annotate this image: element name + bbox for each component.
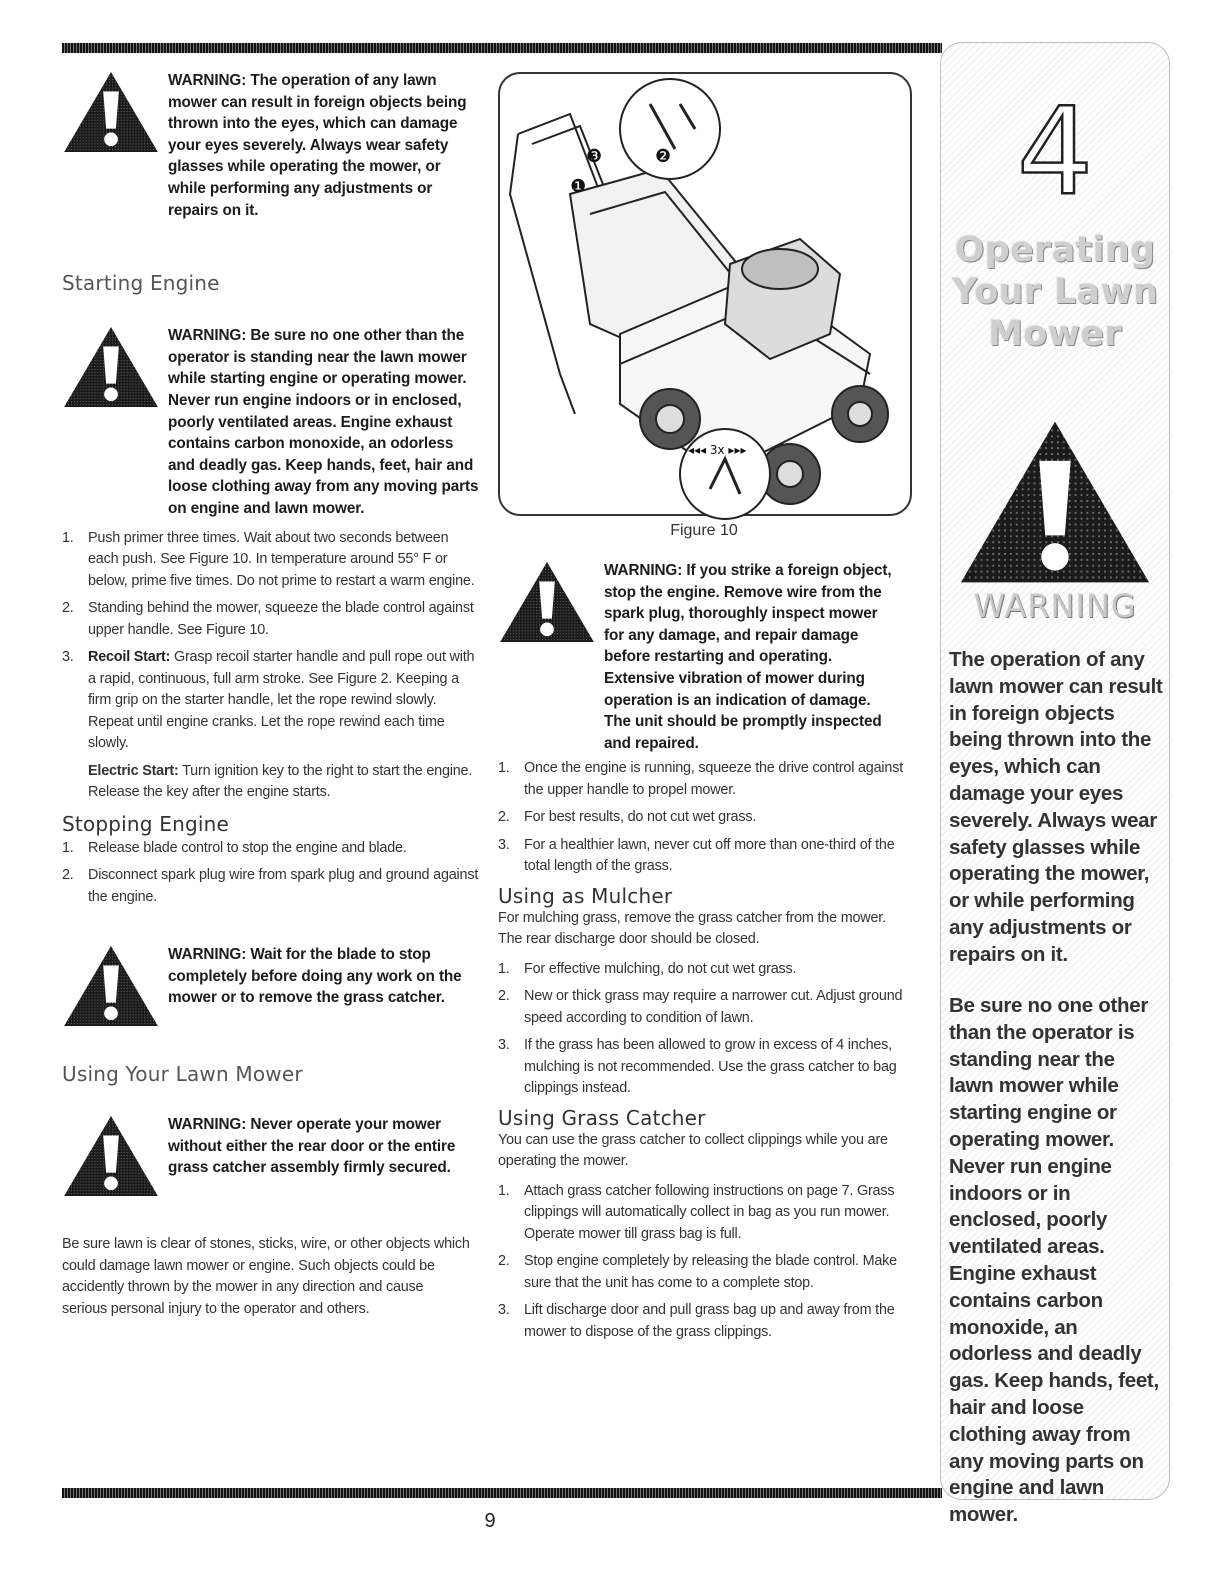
mulcher-steps	[498, 959, 910, 1100]
section-title-stopping-engine: Stopping Engine	[62, 811, 229, 836]
bottom-rule	[62, 1488, 942, 1498]
primer-3x-label: ◂◂◂ 3x ▸▸▸	[688, 443, 747, 457]
sidebar-warning-heading: WARNING	[973, 587, 1137, 625]
chapter-number-box	[1011, 83, 1099, 222]
list-item: 2. Disconnect spark plug wire from spark plug and ground against the engine.	[62, 867, 479, 905]
list-item: 2. New or thick grass may require a narrower cut. Adjust ground speed according to condition of lawn.	[498, 988, 903, 1026]
top-rule	[62, 43, 942, 53]
section-title-using-lawn-mower: Using Your Lawn Mower	[62, 1062, 303, 1086]
middle-column	[498, 72, 910, 1349]
list-item: 3. Lift discharge door and pull grass bag up and away from the mower to dispose of the grass clippings.	[498, 1302, 895, 1340]
warning-triangle-icon	[62, 70, 160, 154]
list-item: 3. For a healthier lawn, never cut off more than one-third of the total length of the grass.	[498, 836, 895, 875]
warning-rear-door	[62, 1114, 480, 1198]
callout-1-label: ❶	[570, 176, 587, 197]
chapter-sidebar	[940, 42, 1170, 1527]
warning-text: WARNING: If you strike a foreign object, stop the engine. Remove wire from the spark plug, thoroughly inspect mower for any damage, and repair damage before restarting and operating. Extensive vibration of mower during operation is an indication of damage. The unit should be promptly inspected and repaired.	[604, 562, 892, 752]
sidebar-warning-triangle-icon	[957, 417, 1153, 592]
list-item: 2. Standing behind the mower, squeeze the blade control against upper handle. See Figure 10.	[62, 600, 474, 638]
list-item: 2. For best results, do not cut wet grass.	[498, 809, 757, 826]
warning-text: WARNING: Wait for the blade to stop completely before doing any work on the mower or to remove the grass catcher.	[168, 946, 462, 1007]
warning-triangle-icon	[62, 944, 160, 1028]
section-title-starting-engine: Starting Engine	[62, 271, 220, 296]
mulcher-intro: For mulching grass, remove the grass catcher from the mower. The rear discharge door should be closed.	[498, 909, 886, 948]
warning-triangle-icon	[62, 325, 160, 409]
callout-2-label: ❷	[655, 146, 672, 167]
chapter-number-graphic	[1011, 83, 1099, 222]
mower-drawing	[500, 74, 910, 514]
list-item: 3. Recoil Start: Grasp recoil starter handle and pull rope out with a rapid, continuous, full arm stroke. See Figure 2. Keeping a firm grip on the starter handle, let the rope rewind slowly. Repeat until engine cranks. Let the rope rewind each time slowly.	[62, 649, 475, 751]
list-item: 1. Attach grass catcher following instructions on page 7. Grass clippings will automatically collect in bag as you run mower. Operate mower till grass bag is full.	[498, 1182, 895, 1242]
warning-text: WARNING: Be sure no one other than the operator is standing near the lawn mower while starting engine or operating mower. Never run engine indoors or in enclosed, poorly ventilated areas. Engine exhaust contains carbon monoxide, an odorless and deadly gas. Keep hands, feet, hair and loose clothing away from any moving parts on engine and lawn mower.	[168, 327, 479, 517]
section-title-using-grass-catcher: Using Grass Catcher	[498, 1105, 706, 1130]
catcher-intro: You can use the grass catcher to collect clippings while you are operating the mower.	[498, 1131, 888, 1170]
warning-text: WARNING: The operation of any lawn mower can result in foreign objects being thrown into the eyes, which can damage your eyes severely. Always wear safety glasses while operating the mower, or while performing any adjustments or repairs on it.	[168, 72, 467, 219]
callout-3-label: ❸	[586, 146, 603, 167]
warning-triangle-icon	[498, 560, 596, 644]
left-column	[62, 70, 480, 1320]
sidebar-warning-text-2: Be sure no one other than the operator is standing near the lawn mower while starting engine or operating mower. Never run engine indoors or in enclosed, poorly ventilated areas. Engine exhaust contains carbon monoxide, an odorless and deadly gas. Keep hands, feet, hair and loose clothing away from any moving parts on engine and lawn mower.	[949, 994, 1159, 1527]
figure-caption: Figure 10	[670, 522, 738, 539]
warning-blade-stop	[62, 944, 480, 1028]
list-item: 3. If the grass has been allowed to grow in excess of 4 inches, mulching is not recommended. Use the grass catcher to bag clippings instead.	[498, 1037, 897, 1097]
list-item: 1. Release blade control to stop the engine and blade.	[62, 839, 407, 856]
clear-lawn-text: Be sure lawn is clear of stones, sticks, wire, or other objects which could damage lawn mower or engine. Such objects could be accidently thrown by the mower in any direction and cause serious personal injury to the operator and others.	[62, 1236, 470, 1317]
warning-bystanders	[62, 325, 480, 519]
figure-10-mower-illustration	[498, 72, 912, 516]
chapter-number: 4	[1016, 83, 1094, 222]
warning-text: WARNING: Never operate your mower without either the rear door or the entire grass catcher assembly firmly secured.	[168, 1116, 456, 1177]
list-item: 1. Push primer three times. Wait about two seconds between each push. See Figure 10. In temperature around 55° F or below, prime five times. Do not prime to restart a warm engine.	[62, 529, 475, 589]
chapter-title: Operating Your Lawn Mower	[951, 230, 1159, 354]
starting-steps	[62, 528, 480, 755]
warning-safety-glasses	[62, 70, 480, 221]
stopping-steps	[62, 838, 480, 909]
electric-start-note: Electric Start: Turn ignition key to the right to start the engine. Release the key after the engine starts.	[88, 762, 473, 800]
section-title-using-as-mulcher: Using as Mulcher	[498, 883, 673, 908]
list-item: 1. Once the engine is running, squeeze the drive control against the upper handle to propel mower.	[498, 760, 903, 798]
page-number: 9	[484, 1510, 496, 1532]
drive-steps	[498, 758, 910, 878]
list-item: 2. Stop engine completely by releasing the blade control. Make sure that the unit has come to a complete stop.	[498, 1253, 897, 1291]
list-item: 1. For effective mulching, do not cut wet grass.	[498, 960, 797, 977]
sidebar-warning-text-1: The operation of any lawn mower can result in foreign objects being thrown into the eyes, which can damage your eyes severely. Always wear safety glasses while operating the mower, or while performing any adjustments or repairs on it.	[949, 648, 1163, 966]
warning-foreign-object	[498, 560, 910, 754]
catcher-steps	[498, 1181, 910, 1344]
warning-triangle-icon	[62, 1114, 160, 1198]
